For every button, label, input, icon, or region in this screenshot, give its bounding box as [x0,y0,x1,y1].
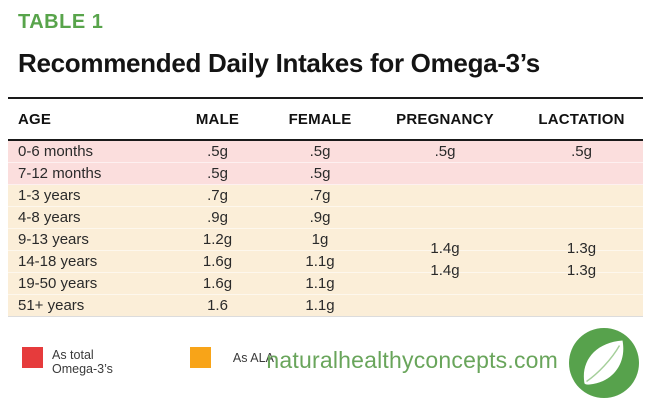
red-swatch-icon [22,347,43,368]
cell-male: .5g [207,165,228,182]
table-number-label: TABLE 1 [18,11,104,33]
cell-male: 1.6 [207,297,228,314]
cell-pregnancy [370,207,520,228]
cell-male: .7g [207,187,228,204]
cell-age: 9-13 years [18,231,89,248]
orange-swatch-icon [190,347,211,368]
legend [22,347,274,376]
cell-female: 1.1g [305,275,335,292]
cell-female: 1.1g [305,297,335,314]
cell-age: 0-6 months [18,143,94,160]
cell-male: 1.6g [202,253,233,270]
cell-pregnancy [370,185,520,206]
column-header-pregnancy: PREGNANCY [396,110,494,128]
cell-age: 51+ years [18,297,85,314]
cell-female: .5g [309,165,331,182]
cell-lactation: .5g [571,143,592,160]
column-header-male: MALE [195,110,240,128]
cell-pregnancy: 1.4g [430,240,460,257]
cell-age: 4-8 years [18,209,81,226]
intake-table [8,97,643,317]
cell-female: 1g [311,231,329,248]
website-link[interactable]: naturalhealthyconcepts.com [266,347,558,373]
table-row [8,207,643,229]
cell-pregnancy: 1.4g [430,262,460,279]
cell-lactation [520,163,643,184]
legend-item-total-omega3 [22,347,113,376]
cell-lactation [520,185,643,206]
cell-age: 19-50 years [18,275,98,292]
cell-male: .5g [207,143,228,160]
cell-lactation: 1.3g [566,240,597,257]
cell-age: 1-3 years [18,187,81,204]
page-title: Recommended Daily Intakes for Omega-3’s [18,48,540,78]
column-header-female: FEMALE [288,110,352,128]
cell-male: 1.2g [202,231,233,248]
cell-female: .9g [309,209,331,226]
table-row [8,141,643,163]
table-header [8,99,643,141]
table-body [8,141,643,316]
cell-female: .5g [309,143,331,160]
cell-pregnancy: .5g [434,143,456,160]
table-header-row [8,99,643,141]
cell-male: 1.6g [202,275,233,292]
column-header-lactation: LACTATION [538,110,625,128]
legend-label: As ALA [232,351,274,365]
column-header-age: AGE [18,110,52,128]
cell-lactation [520,295,643,316]
cell-pregnancy [370,295,520,316]
legend-label [52,347,113,376]
legend-label-line2: Omega-3’s [52,362,113,376]
cell-lactation: 1.3g [566,262,597,279]
table-row [8,185,643,207]
cell-age: 14-18 years [18,253,98,270]
cell-female: 1.1g [305,253,335,270]
leaf-logo-icon [569,328,639,398]
cell-age: 7-12 months [18,165,102,182]
cell-male: .9g [207,209,228,226]
cell-pregnancy [370,163,520,184]
table-row [8,163,643,185]
cell-female: .7g [309,187,331,204]
legend-item-ala [127,347,274,369]
table-row [8,229,643,257]
table-row [8,295,643,316]
cell-lactation [520,207,643,228]
legend-label-line1: As total [52,348,94,362]
